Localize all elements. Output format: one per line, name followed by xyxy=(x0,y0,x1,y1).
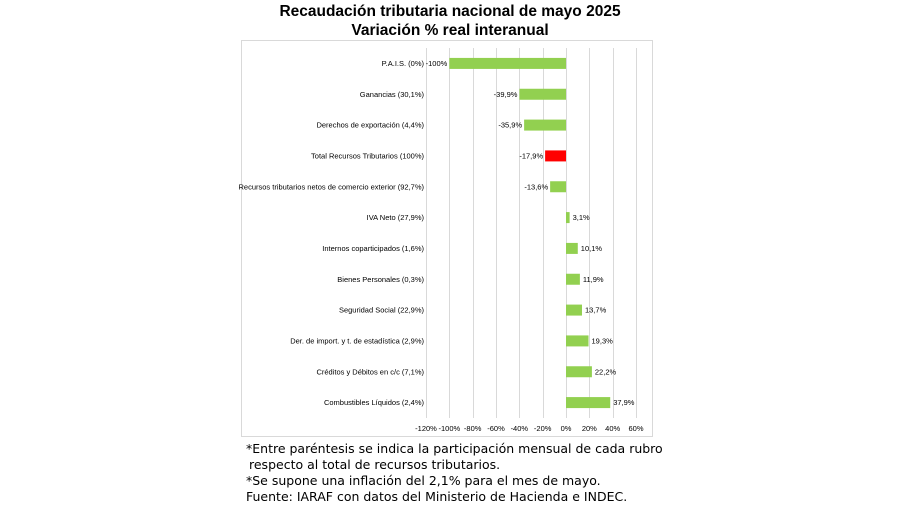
note-participation-cont: respecto al total de recursos tributarios. xyxy=(249,457,501,472)
x-tick-label: -60% xyxy=(487,424,505,433)
category-label: Internos coparticipados (1,6%) xyxy=(322,243,424,253)
chart-subtitle: Variación % real interanual xyxy=(351,22,549,39)
category-label: Seguridad Social (22,9%) xyxy=(338,305,424,315)
x-tick-label: 40% xyxy=(605,424,621,433)
bar xyxy=(545,150,566,161)
bar xyxy=(550,181,566,192)
bar xyxy=(566,243,578,254)
data-label: -13,6% xyxy=(524,182,549,192)
category-label: Bienes Personales (0,3%) xyxy=(337,274,424,284)
bar xyxy=(524,120,566,131)
data-label: -39,9% xyxy=(493,89,518,99)
data-label: 3,1% xyxy=(572,213,590,223)
bar xyxy=(566,366,592,377)
x-tick-label: -120% xyxy=(415,424,437,433)
data-label: 19,3% xyxy=(591,336,613,346)
bar xyxy=(519,89,566,100)
category-label: Créditos y Débitos en c/c (7,1%) xyxy=(316,367,424,377)
note-inflation: *Se supone una inflación del 2,1% para el mes de mayo. xyxy=(246,473,601,488)
bar xyxy=(566,335,589,346)
x-tick-label: 20% xyxy=(581,424,597,433)
data-label: -17,9% xyxy=(519,151,544,161)
category-label: P.A.I.S. (0%) xyxy=(381,58,424,68)
x-tick-label: -100% xyxy=(438,424,461,433)
note-participation: *Entre paréntesis se indica la participación mensual de cada rubro xyxy=(246,441,663,456)
category-label: Recursos tributarios netos de comercio exterior (92,7%) xyxy=(238,182,424,192)
x-tick-label: 60% xyxy=(628,424,644,433)
category-label: Derechos de exportación (4,4%) xyxy=(316,120,424,130)
category-label: Total Recursos Tributarios (100%) xyxy=(311,151,424,161)
data-label: -35,9% xyxy=(498,120,523,130)
chart-title: Recaudación tributaria nacional de mayo 2025 xyxy=(279,3,621,20)
note-source: Fuente: IARAF con datos del Ministerio de Hacienda e INDEC. xyxy=(246,489,628,504)
data-label: 13,7% xyxy=(584,305,607,315)
bar xyxy=(566,397,610,408)
category-label: Ganancias (30,1%) xyxy=(359,89,424,99)
category-label: Combustibles Líquidos (2,4%) xyxy=(323,398,424,408)
x-tick-label: 0% xyxy=(560,424,572,433)
bar xyxy=(566,305,582,316)
data-label: -100% xyxy=(425,58,448,68)
data-label: 37,9% xyxy=(613,398,635,408)
data-label: 11,9% xyxy=(582,274,604,284)
data-label: 10,1% xyxy=(580,243,603,253)
category-label: Der. de import. y t. de estadística (2,9%) xyxy=(290,336,424,346)
data-label: 22,2% xyxy=(594,367,617,377)
x-tick-label: -40% xyxy=(510,424,529,433)
bar xyxy=(566,274,580,285)
x-tick-label: -80% xyxy=(463,424,482,433)
category-label: IVA Neto (27,9%) xyxy=(366,213,424,223)
x-tick-label: -20% xyxy=(533,424,552,433)
bar xyxy=(449,58,566,69)
bar xyxy=(566,212,570,223)
